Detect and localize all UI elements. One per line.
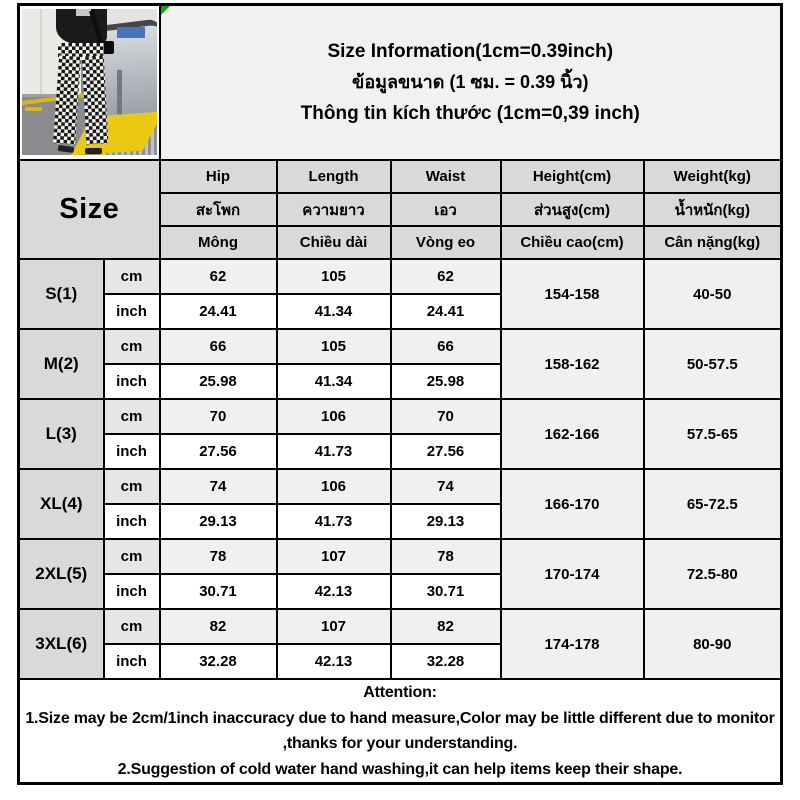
title-cell: [160, 5, 782, 161]
measurement-inch-value: 30.71: [160, 574, 277, 609]
height-range: 154-158: [501, 259, 644, 329]
measurement-inch-value: 32.28: [160, 644, 277, 679]
measurement-inch-value: 27.56: [391, 434, 501, 469]
measurement-cm-value: 78: [160, 539, 277, 574]
col-header-height-en: Height(cm): [501, 160, 644, 193]
measurement-inch-value: 29.13: [160, 504, 277, 539]
attention-note-1: 1.Size may be 2cm/1inch inaccuracy due to hand measure,Color may be little different due to monitor ,thanks for your understanding.: [25, 709, 775, 752]
unit-cm-label: cm: [104, 329, 160, 364]
col-header-hip-en: Hip: [160, 160, 277, 193]
measurement-inch-value: 29.13: [391, 504, 501, 539]
unit-inch-label: inch: [104, 294, 160, 329]
col-header-hip-th: สะโพก: [160, 193, 277, 226]
measurement-inch-value: 41.73: [277, 504, 391, 539]
attention-section: [19, 679, 782, 784]
measurement-cm-value: 106: [277, 469, 391, 504]
unit-inch-label: inch: [104, 364, 160, 399]
unit-inch-label: inch: [104, 504, 160, 539]
height-range: 166-170: [501, 469, 644, 539]
product-photo-cell: [19, 5, 160, 161]
col-header-length-en: Length: [277, 160, 391, 193]
unit-inch-label: inch: [104, 434, 160, 469]
col-header-weight-en: Weight(kg): [644, 160, 782, 193]
size-label: S(1): [19, 259, 104, 329]
measurement-inch-value: 27.56: [160, 434, 277, 469]
title-thai: ข้อมูลขนาด (1 ซม. = 0.39 นิ้ว): [352, 72, 589, 92]
cell-note-marker-icon: [161, 6, 170, 15]
size-column-header: Size: [19, 160, 160, 259]
title-english: Size Information(1cm=0.39inch): [327, 41, 614, 62]
col-header-waist-th: เอว: [391, 193, 501, 226]
measurement-inch-value: 25.98: [391, 364, 501, 399]
measurement-inch-value: 41.34: [277, 294, 391, 329]
size-label: M(2): [19, 329, 104, 399]
col-header-waist-vi: Vòng eo: [391, 226, 501, 259]
weight-range: 50-57.5: [644, 329, 782, 399]
col-header-height-th: ส่วนสูง(cm): [501, 193, 644, 226]
size-row-cm: [19, 609, 782, 644]
measurement-cm-value: 62: [391, 259, 501, 294]
col-header-weight-vi: Cân nặng(kg): [644, 226, 782, 259]
unit-cm-label: cm: [104, 539, 160, 574]
measurement-cm-value: 66: [160, 329, 277, 364]
measurement-cm-value: 82: [391, 609, 501, 644]
measurement-cm-value: 107: [277, 539, 391, 574]
attention-note-2: 2.Suggestion of cold water hand washing,it can help items keep their shape.: [117, 760, 683, 778]
measurement-inch-value: 25.98: [160, 364, 277, 399]
measurement-inch-value: 24.41: [391, 294, 501, 329]
unit-inch-label: inch: [104, 574, 160, 609]
height-range: 170-174: [501, 539, 644, 609]
product-photo: [22, 9, 157, 155]
size-row-cm: [19, 259, 782, 294]
measurement-cm-value: 78: [391, 539, 501, 574]
measurement-inch-value: 24.41: [160, 294, 277, 329]
left-shoe: [58, 145, 75, 153]
measurement-cm-value: 74: [391, 469, 501, 504]
size-row-cm: [19, 539, 782, 574]
weight-range: 40-50: [644, 259, 782, 329]
escalator-pillar: [117, 70, 122, 117]
measurement-inch-value: 32.28: [391, 644, 501, 679]
size-chart-table: [17, 3, 783, 785]
unit-cm-label: cm: [104, 609, 160, 644]
col-header-height-vi: Chiều cao(cm): [501, 226, 644, 259]
measurement-cm-value: 106: [277, 399, 391, 434]
size-row-cm: [19, 399, 782, 434]
height-range: 162-166: [501, 399, 644, 469]
weight-range: 72.5-80: [644, 539, 782, 609]
size-label: L(3): [19, 399, 104, 469]
title-vietnamese: Thông tin kích thước (1cm=0,39 inch): [300, 103, 640, 124]
unit-cm-label: cm: [104, 469, 160, 504]
yellow-floor-tick: [25, 107, 43, 111]
measurement-inch-value: 42.13: [277, 574, 391, 609]
measurement-cm-value: 62: [160, 259, 277, 294]
size-row-cm: [19, 329, 782, 364]
measurement-cm-value: 66: [391, 329, 501, 364]
measurement-cm-value: 70: [391, 399, 501, 434]
wall-seam: [40, 9, 42, 94]
col-header-length-vi: Chiều dài: [277, 226, 391, 259]
escalator-sign: [117, 27, 145, 39]
right-shoe: [85, 148, 101, 154]
size-label: XL(4): [19, 469, 104, 539]
measurement-cm-value: 82: [160, 609, 277, 644]
col-header-hip-vi: Mông: [160, 226, 277, 259]
measurement-cm-value: 105: [277, 259, 391, 294]
weight-range: 80-90: [644, 609, 782, 679]
col-header-waist-en: Waist: [391, 160, 501, 193]
measurement-inch-value: 42.13: [277, 644, 391, 679]
height-range: 158-162: [501, 329, 644, 399]
measurement-cm-value: 105: [277, 329, 391, 364]
measurement-inch-value: 30.71: [391, 574, 501, 609]
measurement-cm-value: 107: [277, 609, 391, 644]
measurement-cm-value: 74: [160, 469, 277, 504]
size-label: 3XL(6): [19, 609, 104, 679]
unit-inch-label: inch: [104, 644, 160, 679]
measurement-cm-value: 70: [160, 399, 277, 434]
measurement-inch-value: 41.34: [277, 364, 391, 399]
size-label: 2XL(5): [19, 539, 104, 609]
unit-cm-label: cm: [104, 259, 160, 294]
col-header-weight-th: น้ำหนัก(kg): [644, 193, 782, 226]
col-header-length-th: ความยาว: [277, 193, 391, 226]
height-range: 174-178: [501, 609, 644, 679]
weight-range: 65-72.5: [644, 469, 782, 539]
measurement-inch-value: 41.73: [277, 434, 391, 469]
unit-cm-label: cm: [104, 399, 160, 434]
size-row-cm: [19, 469, 782, 504]
weight-range: 57.5-65: [644, 399, 782, 469]
size-table-body: [19, 259, 782, 679]
attention-label: Attention:: [363, 684, 437, 701]
